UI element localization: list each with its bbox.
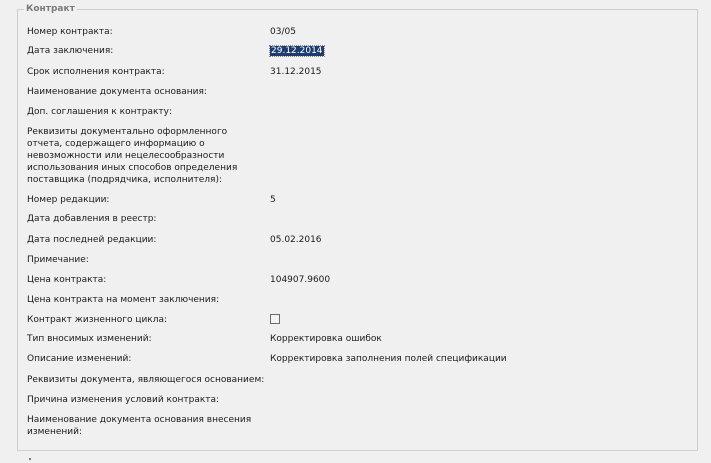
change-description-value: Корректировка заполнения полей спецификации [270,354,507,364]
revision-number-value: 5 [270,195,276,205]
contract-price-value: 104907.9600 [270,275,331,285]
field-label: Дата последней редакции: [27,235,157,245]
field-label: Дата добавления в реестр: [27,214,157,224]
lifecycle-contract-checkbox[interactable] [270,314,280,324]
conclusion-date-value[interactable]: 29.12.2014 [271,46,323,56]
field-label: Причина изменения условий контракта: [27,395,220,405]
change-type-value: Корректировка ошибок [270,334,382,344]
section-legend: Контракт [26,4,75,14]
field-label: Цена контракта на момент заключения: [27,295,220,305]
field-label: Контракт жизненного цикла: [27,315,168,325]
field-label: Номер контракта: [27,27,113,37]
field-label: Наименование документа основания внесения изменений: [27,415,252,437]
field-label: Номер редакции: [27,195,110,205]
bottom-edge-mark [29,458,31,460]
field-label: Примечание: [27,255,89,265]
field-label: Реквизиты документально оформленного отчета, содержащего информацию о невозможности или нецелесообразности использования иных способов определения поставщика (подрядчика, исполнителя): [27,127,238,185]
last-revision-date-value: 05.02.2016 [270,235,322,245]
execution-term-value: 31.12.2015 [270,67,322,77]
field-label: Доп. соглашения к контракту: [27,107,173,117]
field-label: Дата заключения: [27,46,114,56]
field-label: Наименование документа основания: [27,87,207,97]
contract-number-value: 03/05 [270,27,296,37]
field-label: Цена контракта: [27,275,107,285]
field-label: Срок исполнения контракта: [27,67,165,77]
field-label: Тип вносимых изменений: [27,334,152,344]
field-label: Описание изменений: [27,354,132,364]
field-label: Реквизиты документа, являющегося основанием: [27,375,265,385]
